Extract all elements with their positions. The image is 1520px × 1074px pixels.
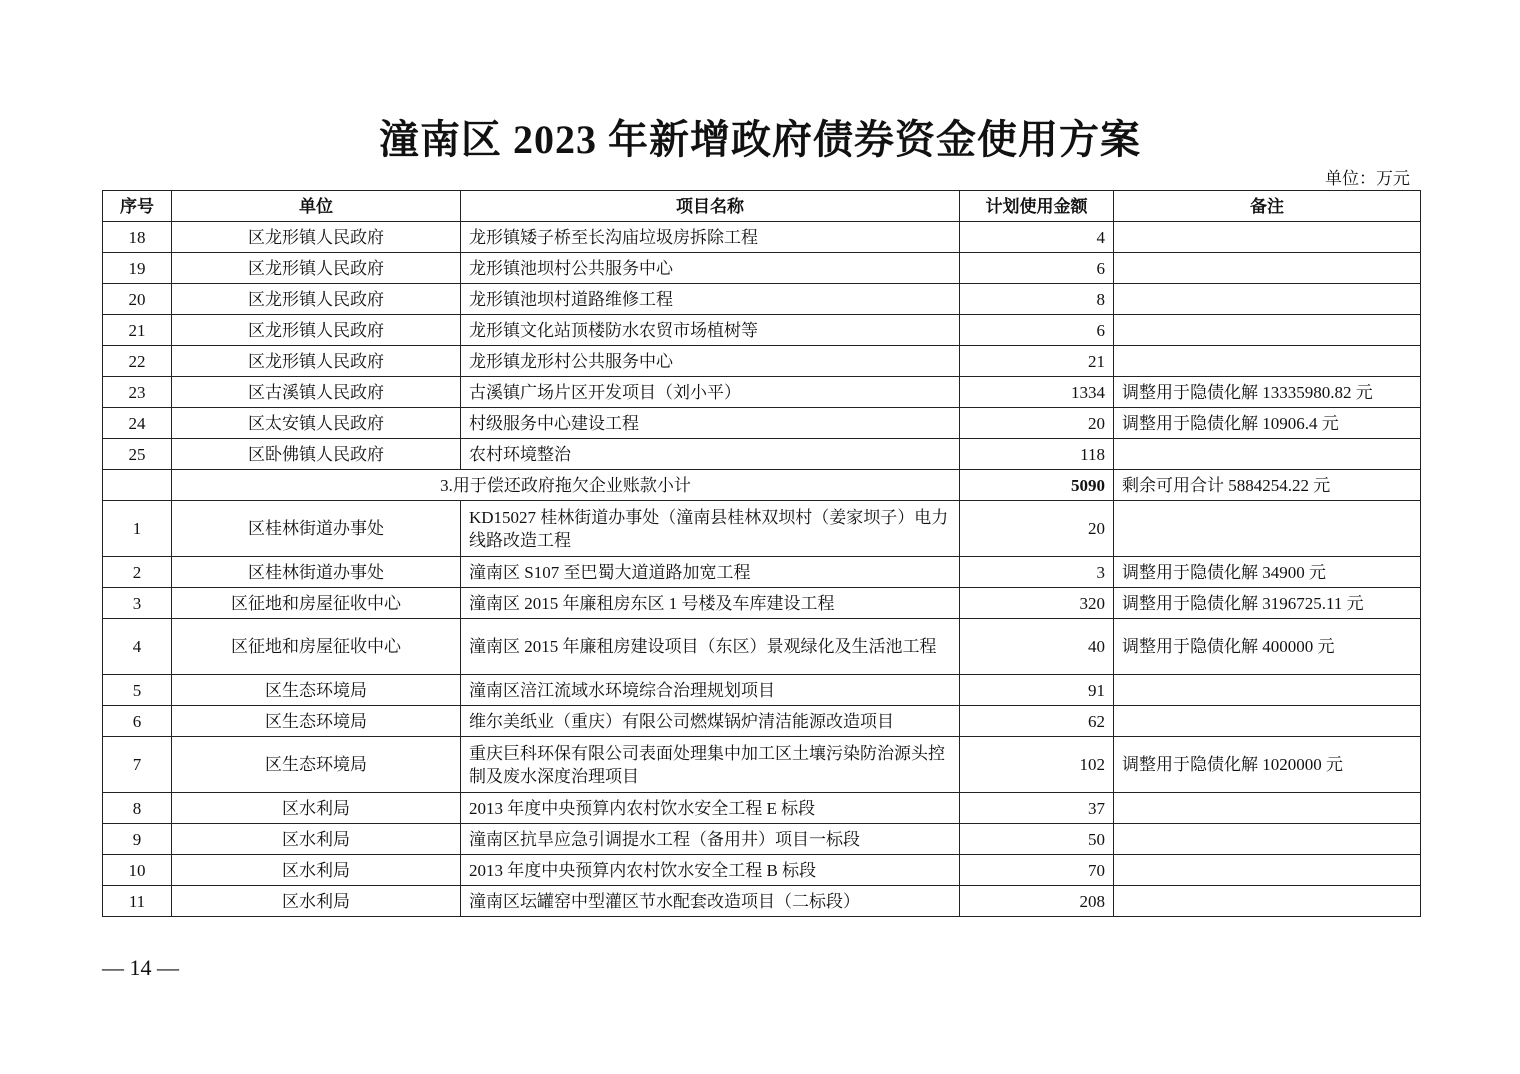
unit-label: 单位：万元 xyxy=(1325,169,1410,188)
row-unit: 区水利局 xyxy=(172,824,461,855)
row-amount: 20 xyxy=(960,408,1114,439)
table-row xyxy=(103,619,1421,675)
row-note: 调整用于隐债化解 13335980.82 元 xyxy=(1114,377,1421,408)
row-note xyxy=(1114,855,1421,886)
row-note xyxy=(1114,706,1421,737)
table-row xyxy=(103,408,1421,439)
row-project-name: 重庆巨科环保有限公司表面处理集中加工区土壤污染防治源头控制及废水深度治理项目 xyxy=(461,737,960,793)
row-project-name: 潼南区 2015 年廉租房东区 1 号楼及车库建设工程 xyxy=(461,588,960,619)
row-amount: 91 xyxy=(960,675,1114,706)
row-project-name: 农村环境整治 xyxy=(461,439,960,470)
row-unit: 区水利局 xyxy=(172,855,461,886)
row-amount: 3 xyxy=(960,557,1114,588)
row-unit: 区龙形镇人民政府 xyxy=(172,346,461,377)
subtotal-no-cell xyxy=(103,470,172,501)
header-unit: 单位 xyxy=(172,191,461,222)
table-row xyxy=(103,284,1421,315)
row-number: 2 xyxy=(103,557,172,588)
row-project-name: 古溪镇广场片区开发项目（刘小平） xyxy=(461,377,960,408)
row-number: 6 xyxy=(103,706,172,737)
row-amount: 320 xyxy=(960,588,1114,619)
table-row xyxy=(103,253,1421,284)
row-amount: 118 xyxy=(960,439,1114,470)
header-note: 备注 xyxy=(1114,191,1421,222)
table-row xyxy=(103,439,1421,470)
row-note xyxy=(1114,284,1421,315)
table-row xyxy=(103,737,1421,793)
row-number: 8 xyxy=(103,793,172,824)
row-note: 调整用于隐债化解 400000 元 xyxy=(1114,619,1421,675)
page-number: — 14 — xyxy=(102,955,179,980)
row-number: 1 xyxy=(103,501,172,557)
row-number: 10 xyxy=(103,855,172,886)
row-number: 23 xyxy=(103,377,172,408)
row-number: 11 xyxy=(103,886,172,917)
row-note xyxy=(1114,315,1421,346)
row-unit: 区龙形镇人民政府 xyxy=(172,253,461,284)
row-amount: 6 xyxy=(960,253,1114,284)
row-project-name: 村级服务中心建设工程 xyxy=(461,408,960,439)
row-note xyxy=(1114,253,1421,284)
row-project-name: 2013 年度中央预算内农村饮水安全工程 B 标段 xyxy=(461,855,960,886)
row-unit: 区龙形镇人民政府 xyxy=(172,315,461,346)
table-row xyxy=(103,315,1421,346)
row-amount: 70 xyxy=(960,855,1114,886)
row-project-name: 潼南区坛罐窑中型灌区节水配套改造项目（二标段） xyxy=(461,886,960,917)
row-number: 3 xyxy=(103,588,172,619)
row-project-name: KD15027 桂林街道办事处（潼南县桂林双坝村（姜家坝子）电力线路改造工程 xyxy=(461,501,960,557)
row-number: 18 xyxy=(103,222,172,253)
table-body-section-2 xyxy=(103,501,1421,917)
table-row xyxy=(103,377,1421,408)
table-row xyxy=(103,824,1421,855)
row-unit: 区生态环境局 xyxy=(172,706,461,737)
table-row xyxy=(103,855,1421,886)
row-project-name: 2013 年度中央预算内农村饮水安全工程 E 标段 xyxy=(461,793,960,824)
row-note xyxy=(1114,346,1421,377)
row-note xyxy=(1114,439,1421,470)
row-number: 22 xyxy=(103,346,172,377)
table-row xyxy=(103,501,1421,557)
subtotal-row xyxy=(103,470,1421,501)
table-row xyxy=(103,222,1421,253)
header-no: 序号 xyxy=(103,191,172,222)
row-unit: 区桂林街道办事处 xyxy=(172,501,461,557)
row-unit: 区水利局 xyxy=(172,886,461,917)
table-row xyxy=(103,588,1421,619)
row-number: 9 xyxy=(103,824,172,855)
row-unit: 区生态环境局 xyxy=(172,675,461,706)
row-amount: 40 xyxy=(960,619,1114,675)
row-note xyxy=(1114,886,1421,917)
row-project-name: 维尔美纸业（重庆）有限公司燃煤锅炉清洁能源改造项目 xyxy=(461,706,960,737)
row-note: 调整用于隐债化解 34900 元 xyxy=(1114,557,1421,588)
row-project-name: 潼南区 2015 年廉租房建设项目（东区）景观绿化及生活池工程 xyxy=(461,619,960,675)
subtotal-label: 3.用于偿还政府拖欠企业账款小计 xyxy=(172,470,960,501)
row-unit: 区古溪镇人民政府 xyxy=(172,377,461,408)
row-unit: 区龙形镇人民政府 xyxy=(172,222,461,253)
row-amount: 8 xyxy=(960,284,1114,315)
row-number: 19 xyxy=(103,253,172,284)
table-row xyxy=(103,675,1421,706)
table-row xyxy=(103,706,1421,737)
row-unit: 区卧佛镇人民政府 xyxy=(172,439,461,470)
row-project-name: 龙形镇池坝村公共服务中心 xyxy=(461,253,960,284)
row-number: 21 xyxy=(103,315,172,346)
row-amount: 102 xyxy=(960,737,1114,793)
row-amount: 208 xyxy=(960,886,1114,917)
row-amount: 1334 xyxy=(960,377,1114,408)
row-unit: 区太安镇人民政府 xyxy=(172,408,461,439)
table-header-row xyxy=(103,191,1421,222)
subtotal-amount: 5090 xyxy=(960,470,1114,501)
table-row xyxy=(103,346,1421,377)
row-amount: 50 xyxy=(960,824,1114,855)
row-note xyxy=(1114,675,1421,706)
row-project-name: 龙形镇龙形村公共服务中心 xyxy=(461,346,960,377)
table-row xyxy=(103,886,1421,917)
row-project-name: 龙形镇池坝村道路维修工程 xyxy=(461,284,960,315)
row-amount: 6 xyxy=(960,315,1114,346)
header-amount: 计划使用金额 xyxy=(960,191,1114,222)
row-number: 4 xyxy=(103,619,172,675)
row-project-name: 龙形镇文化站顶楼防水农贸市场植树等 xyxy=(461,315,960,346)
row-number: 20 xyxy=(103,284,172,315)
row-note xyxy=(1114,793,1421,824)
row-note: 调整用于隐债化解 3196725.11 元 xyxy=(1114,588,1421,619)
row-note: 调整用于隐债化解 1020000 元 xyxy=(1114,737,1421,793)
subtotal-note: 剩余可用合计 5884254.22 元 xyxy=(1114,470,1421,501)
row-unit: 区桂林街道办事处 xyxy=(172,557,461,588)
row-project-name: 潼南区涪江流域水环境综合治理规划项目 xyxy=(461,675,960,706)
row-unit: 区征地和房屋征收中心 xyxy=(172,619,461,675)
row-unit: 区水利局 xyxy=(172,793,461,824)
row-project-name: 龙形镇矮子桥至长沟庙垃圾房拆除工程 xyxy=(461,222,960,253)
row-amount: 62 xyxy=(960,706,1114,737)
row-number: 25 xyxy=(103,439,172,470)
row-unit: 区生态环境局 xyxy=(172,737,461,793)
row-project-name: 潼南区 S107 至巴蜀大道道路加宽工程 xyxy=(461,557,960,588)
row-number: 24 xyxy=(103,408,172,439)
row-note xyxy=(1114,222,1421,253)
row-note xyxy=(1114,824,1421,855)
header-project: 项目名称 xyxy=(461,191,960,222)
document-title: 潼南区 2023 年新增政府债券资金使用方案 xyxy=(379,117,1141,162)
row-project-name: 潼南区抗旱应急引调提水工程（备用井）项目一标段 xyxy=(461,824,960,855)
row-note xyxy=(1114,501,1421,557)
row-note: 调整用于隐债化解 10906.4 元 xyxy=(1114,408,1421,439)
table-body-section-1 xyxy=(103,222,1421,470)
row-amount: 4 xyxy=(960,222,1114,253)
row-unit: 区龙形镇人民政府 xyxy=(172,284,461,315)
row-unit: 区征地和房屋征收中心 xyxy=(172,588,461,619)
funding-table xyxy=(102,190,1421,917)
table-row xyxy=(103,557,1421,588)
row-number: 5 xyxy=(103,675,172,706)
row-amount: 37 xyxy=(960,793,1114,824)
subtotal-section xyxy=(103,470,1421,501)
row-amount: 21 xyxy=(960,346,1114,377)
row-amount: 20 xyxy=(960,501,1114,557)
table-row xyxy=(103,793,1421,824)
row-number: 7 xyxy=(103,737,172,793)
